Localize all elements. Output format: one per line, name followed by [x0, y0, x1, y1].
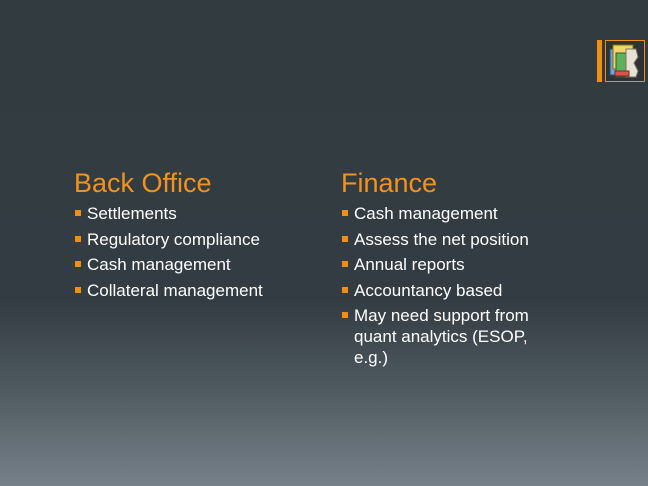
finance-list	[341, 203, 591, 368]
list-item-text: Collateral management	[87, 280, 263, 300]
list-item-text: Assess the net position	[354, 229, 529, 249]
square-bullet-icon	[75, 287, 81, 293]
list-item	[341, 203, 591, 224]
finance-column	[341, 168, 591, 373]
list-item	[341, 280, 591, 301]
list-item	[341, 305, 544, 368]
logo-accent-bar	[597, 40, 602, 82]
list-item	[74, 280, 324, 301]
slide-logo	[597, 40, 648, 82]
list-item-text: Annual reports	[354, 255, 465, 274]
square-bullet-icon	[75, 236, 81, 242]
list-item-text: May need support from quant analytics (ESOP, e.g.)	[354, 306, 529, 367]
list-item-text: Cash management	[87, 255, 231, 274]
list-item	[341, 254, 591, 275]
square-bullet-icon	[342, 287, 348, 293]
back-office-column	[74, 168, 324, 305]
finance-heading: Finance	[341, 168, 438, 198]
back-office-heading: Back Office	[74, 168, 212, 198]
back-office-list	[74, 203, 324, 301]
list-item	[74, 229, 324, 250]
books-icon	[605, 40, 645, 82]
list-item	[341, 229, 591, 250]
square-bullet-icon	[342, 210, 348, 216]
list-item-text: Accountancy based	[354, 280, 503, 300]
square-bullet-icon	[342, 312, 348, 318]
square-bullet-icon	[342, 236, 348, 242]
square-bullet-icon	[75, 261, 81, 267]
list-item-text: Regulatory compliance	[87, 229, 260, 249]
list-item	[74, 203, 324, 224]
square-bullet-icon	[342, 261, 348, 267]
list-item-text: Settlements	[87, 204, 177, 223]
list-item-text: Cash management	[354, 204, 498, 223]
books-icon-graphic	[606, 41, 644, 81]
square-bullet-icon	[75, 210, 81, 216]
list-item	[74, 254, 324, 275]
